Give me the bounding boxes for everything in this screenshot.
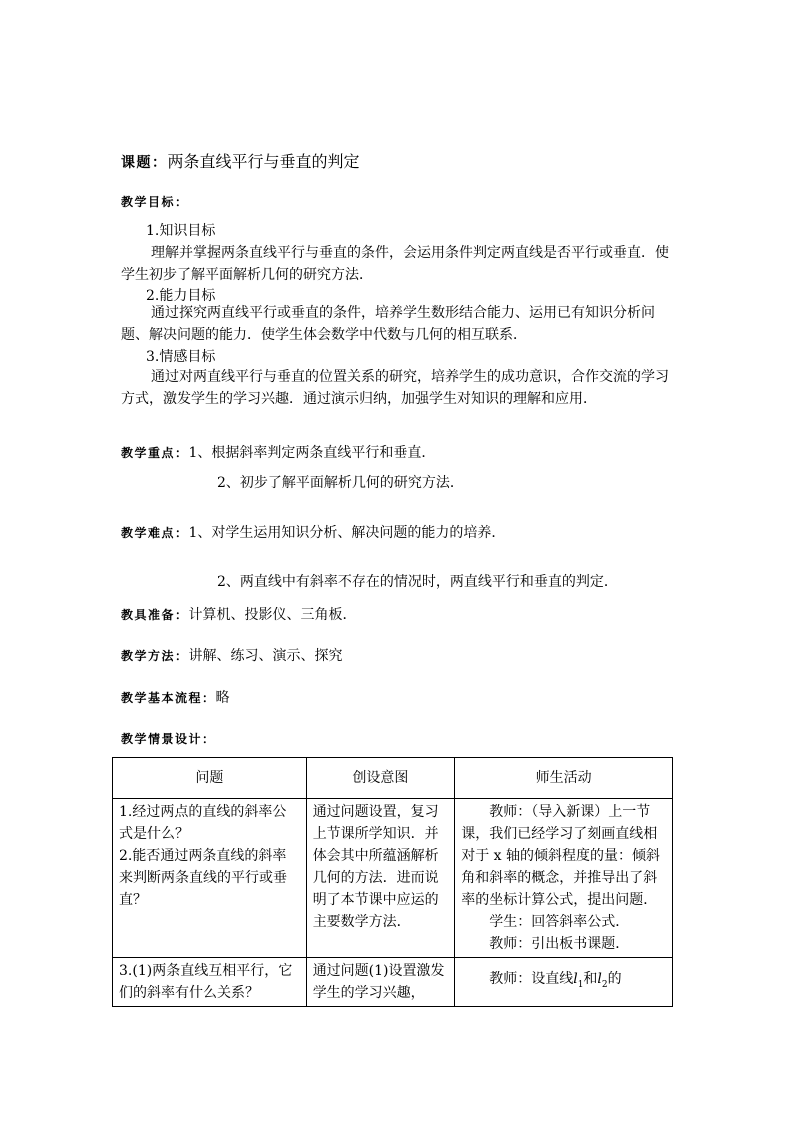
table-row xyxy=(113,799,673,958)
activity-and: 和 xyxy=(583,971,598,987)
objective-heading-emotion: 3.情感目标 xyxy=(146,349,216,365)
objective-text-emotion: 通过对两直线平行与垂直的位置关系的研究，培养学生的成功意识，合作交流的学习方式，激发学生的学习兴趣．通过演示归纳，加强学生对知识的理解和应用． xyxy=(121,369,669,407)
objective-text-ability: 通过探究两直线平行或垂直的条件，培养学生数形结合能力、运用已有知识分析问题、解决问题的能力．使学生体会数学中代数与几何的相互联系． xyxy=(121,305,655,343)
difficulty-2: 2、两直线中有斜率不存在的情况时，两直线平行和垂直的判定． xyxy=(217,574,618,590)
activity-suffix: 的 xyxy=(607,971,622,987)
key-points-label: 教学重点： xyxy=(121,446,189,460)
objectives-label: 教学目标： xyxy=(121,195,189,209)
activity-teacher-title: 教师：引出板书课题． xyxy=(489,936,630,952)
activity-teacher-intro: 教师：（导入新课）上一节课，我们已经学习了刻画直线相对于 x 轴的倾斜程度的量：倾斜角和斜率的概念，并推导出了斜率的坐标计算公式，提出问题． xyxy=(461,804,660,908)
question-1: 1.经过两点的直线的斜率公式是什么？ xyxy=(119,804,287,842)
difficulties-row xyxy=(121,522,505,542)
activity-cell xyxy=(455,799,673,958)
tools-row xyxy=(121,604,357,624)
flow-label: 教学基本流程： xyxy=(121,691,216,705)
flow-row xyxy=(121,687,230,707)
method-text: 讲解、练习、演示、探究 xyxy=(188,648,343,664)
activity-cell xyxy=(455,958,673,1007)
question-cell: 3.(1)两条直线互相平行，它们的斜率有什么关系？ xyxy=(113,958,307,1007)
header-intent: 创设意图 xyxy=(306,758,455,799)
scenario-label: 教学情景设计： xyxy=(121,732,216,746)
objective-heading-knowledge: 1.知识目标 xyxy=(146,223,216,239)
difficulties-label: 教学难点： xyxy=(121,526,189,540)
header-question: 问题 xyxy=(113,758,307,799)
line-symbol-l2: l xyxy=(597,971,602,987)
method-label: 教学方法： xyxy=(121,649,189,663)
method-row xyxy=(121,645,343,665)
table-row xyxy=(113,958,673,1007)
key-point-1: 1、根据斜率判定两条直线平行和垂直． xyxy=(188,445,436,461)
line-subscript-1: 1 xyxy=(577,979,584,990)
table-header-row xyxy=(113,758,673,799)
line-subscript-2: 2 xyxy=(601,979,608,990)
objective-heading-ability: 2.能力目标 xyxy=(146,288,216,304)
key-point-2: 2、初步了解平面解析几何的研究方法． xyxy=(217,475,464,491)
difficulty-1: 1、对学生运用知识分析、解决问题的能力的培养． xyxy=(188,525,506,541)
activity-student-answer: 学生：回答斜率公式． xyxy=(489,914,630,930)
activity-teacher-setup xyxy=(461,960,666,996)
intent-cell: 通过问题(1)设置激发学生的学习兴趣， xyxy=(306,958,455,1007)
lesson-title-row xyxy=(121,149,360,172)
line-symbol-l1: l xyxy=(573,971,578,987)
question-2: 2.能否通过两条直线的斜率来判断两条直线的平行或垂直？ xyxy=(119,848,287,908)
header-activity: 师生活动 xyxy=(455,758,673,799)
lesson-title: 两条直线平行与垂直的判定 xyxy=(167,152,360,171)
activity-prefix: 教师：设直线 xyxy=(489,971,574,987)
flow-text: 略 xyxy=(215,690,230,706)
key-points-row xyxy=(121,442,435,462)
question-cell xyxy=(113,799,307,958)
tools-label: 教具准备： xyxy=(121,608,189,622)
objective-text-knowledge: 理解并掌握两条直线平行与垂直的条件，会运用条件判定两直线是否平行或垂直．使学生初步了解平面解析几何的研究方法． xyxy=(121,245,669,283)
intent-cell: 通过问题设置，复习上节课所学知识．并体会其中所蕴涵解析几何的方法．进而说明了本节课中应运的主要数学方法． xyxy=(306,799,455,958)
lesson-title-label: 课题： xyxy=(121,155,168,171)
scenario-table xyxy=(112,757,673,1007)
tools-text: 计算机、投影仪、三角板． xyxy=(188,607,357,623)
